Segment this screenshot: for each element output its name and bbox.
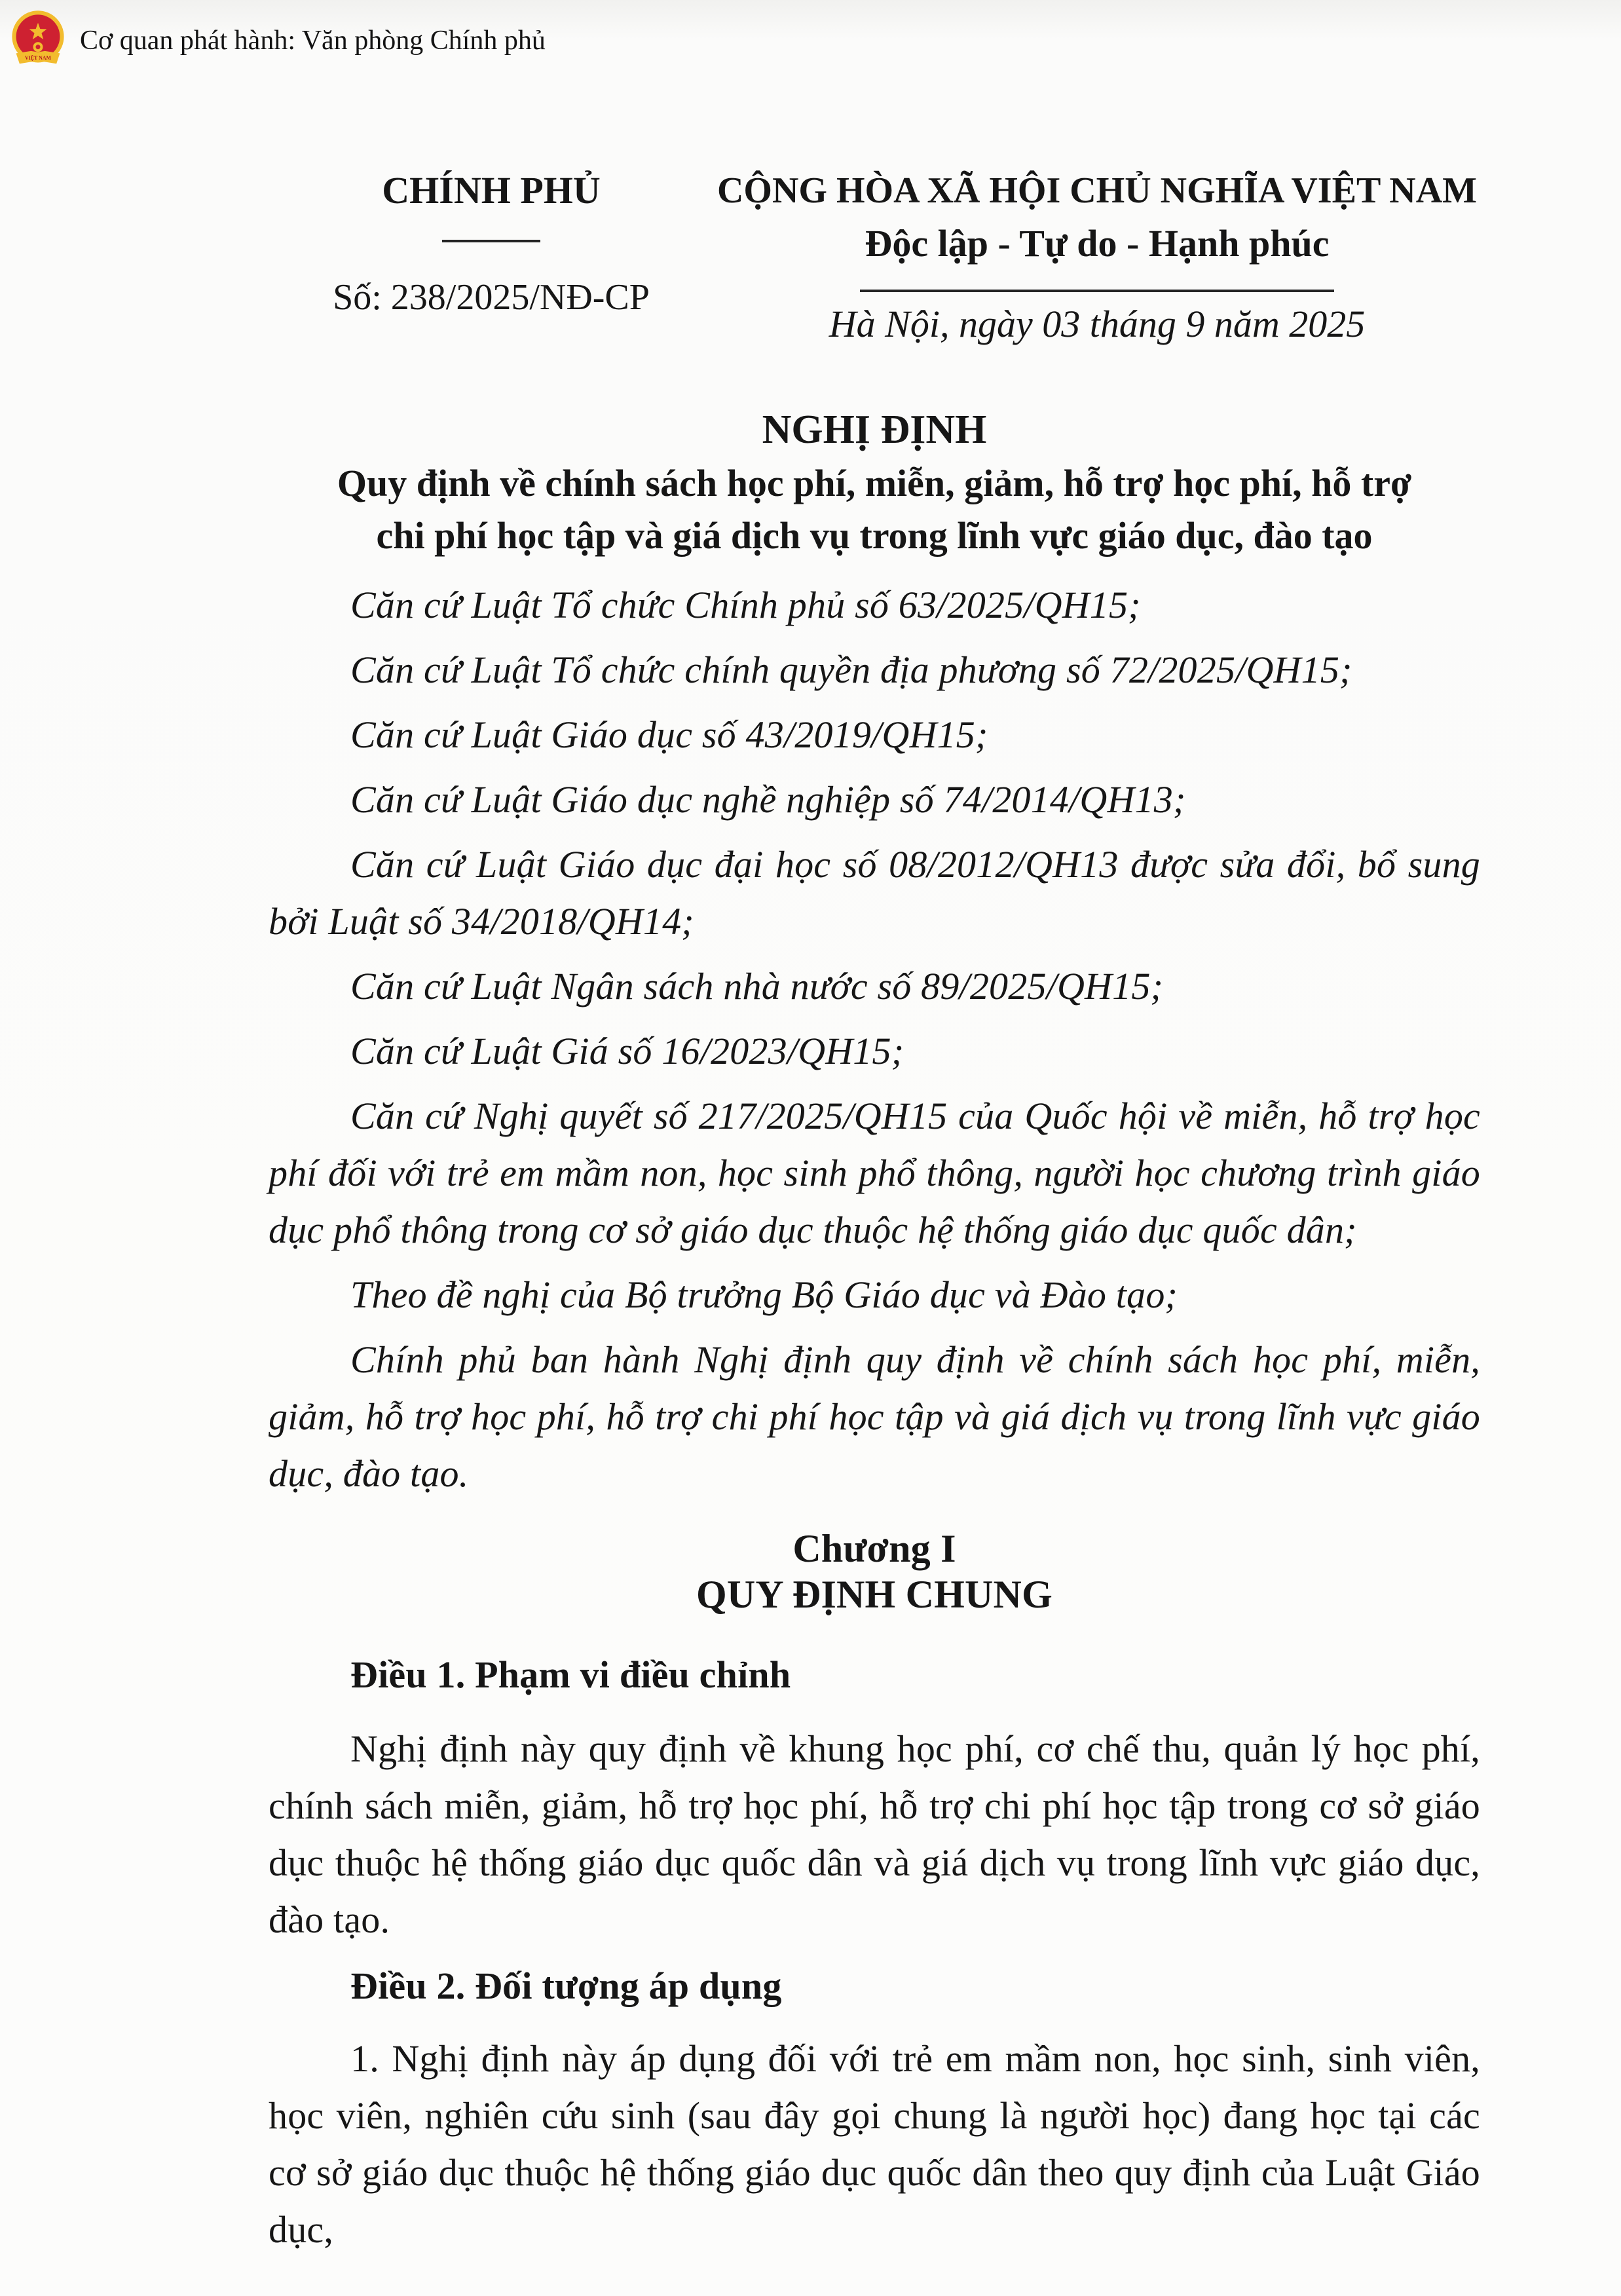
chapter-heading [269,1526,1480,1617]
issuer-bar [9,8,546,73]
header-agency-block [269,170,714,345]
doc-type-title: NGHỊ ĐỊNH [762,407,987,452]
recital-7: Căn cứ Luật Giá số 16/2023/QH15; [350,1030,904,1072]
recital-8: Căn cứ Nghị quyết số 217/2025/QH15 của Quốc hội về miễn, hỗ trợ học phí đối với trẻ em mầm non, học sinh phổ thông, người học chương trình giáo dục phổ thông trong cơ sở giáo dục thuộc hệ thống giáo dục quốc dân; [269,1095,1480,1251]
article-1-body: Nghị định này quy định về khung học phí, cơ chế thu, quản lý học phí, chính sách miễn, giảm, hỗ trợ học phí, hỗ trợ chi phí học tập trong cơ sở giáo dục thuộc hệ thống giáo dục quốc dân và giá dịch vụ trong lĩnh vực giáo dục, đào tạo. [269,1727,1480,1941]
recital-9: Theo đề nghị của Bộ trưởng Bộ Giáo dục và Đào tạo; [350,1273,1178,1316]
header-national-block [714,170,1480,345]
recital-6: Căn cứ Luật Ngân sách nhà nước số 89/2025/QH15; [350,965,1164,1007]
chapter-number: Chương I [792,1527,956,1570]
doc-subject-line-1: Quy định về chính sách học phí, miễn, giảm, hỗ trợ học phí, hỗ trợ [337,462,1412,504]
recital-2: Căn cứ Luật Tổ chức chính quyền địa phương số 72/2025/QH15; [350,649,1352,691]
agency-divider [442,240,540,242]
recital-10: Chính phủ ban hành Nghị định quy định về chính sách học phí, miễn, giảm, hỗ trợ học phí, hỗ trợ chi phí học tập và giá dịch vụ trong lĩnh vực giáo dục, đào tạo. [269,1338,1480,1495]
vietnam-national-emblem-icon [9,10,67,71]
document-title-block [269,407,1480,562]
agency-name: CHÍNH PHỦ [382,169,601,212]
article-2-heading: Điều 2. Đối tượng áp dụng [350,1965,782,2007]
article-2-body: 1. Nghị định này áp dụng đối với trẻ em mầm non, học sinh, sinh viên, học viên, nghiên cứu sinh (sau đây gọi chung là người học) đang học tại các cơ sở giáo dục thuộc hệ thống giáo dục quốc dân theo quy định của Luật Giáo dục, [269,2037,1480,2251]
place-date: Hà Nội, ngày 03 tháng 9 năm 2025 [829,303,1366,345]
recital-3: Căn cứ Luật Giáo dục số 43/2019/QH15; [350,713,988,756]
chapter-title: QUY ĐỊNH CHUNG [696,1573,1053,1616]
emblem-banner-text: VIỆT NAM [24,55,52,62]
issuer-bar-label: Cơ quan phát hành: Văn phòng Chính phủ [80,26,546,56]
recital-5: Căn cứ Luật Giáo dục đại học số 08/2012/QH13 được sửa đổi, bổ sung bởi Luật số 34/2018/QH14; [269,843,1480,943]
doc-subject-line-2: chi phí học tập và giá dịch vụ trong lĩnh vực giáo dục, đào tạo [376,514,1373,557]
article-1-heading: Điều 1. Phạm vi điều chỉnh [350,1653,791,1696]
document-body [269,576,1480,2267]
doc-subject [269,457,1480,562]
recital-1: Căn cứ Luật Tổ chức Chính phủ số 63/2025/QH15; [350,584,1141,626]
recital-4: Căn cứ Luật Giáo dục nghề nghiệp số 74/2014/QH13; [350,778,1186,821]
doc-number: Số: 238/2025/NĐ-CP [333,277,650,318]
national-title: CỘNG HÒA XÃ HỘI CHỦ NGHĨA VIỆT NAM [717,170,1478,211]
motto-divider [860,290,1334,292]
national-motto: Độc lập - Tự do - Hạnh phúc [865,222,1330,265]
document-header [269,170,1480,345]
